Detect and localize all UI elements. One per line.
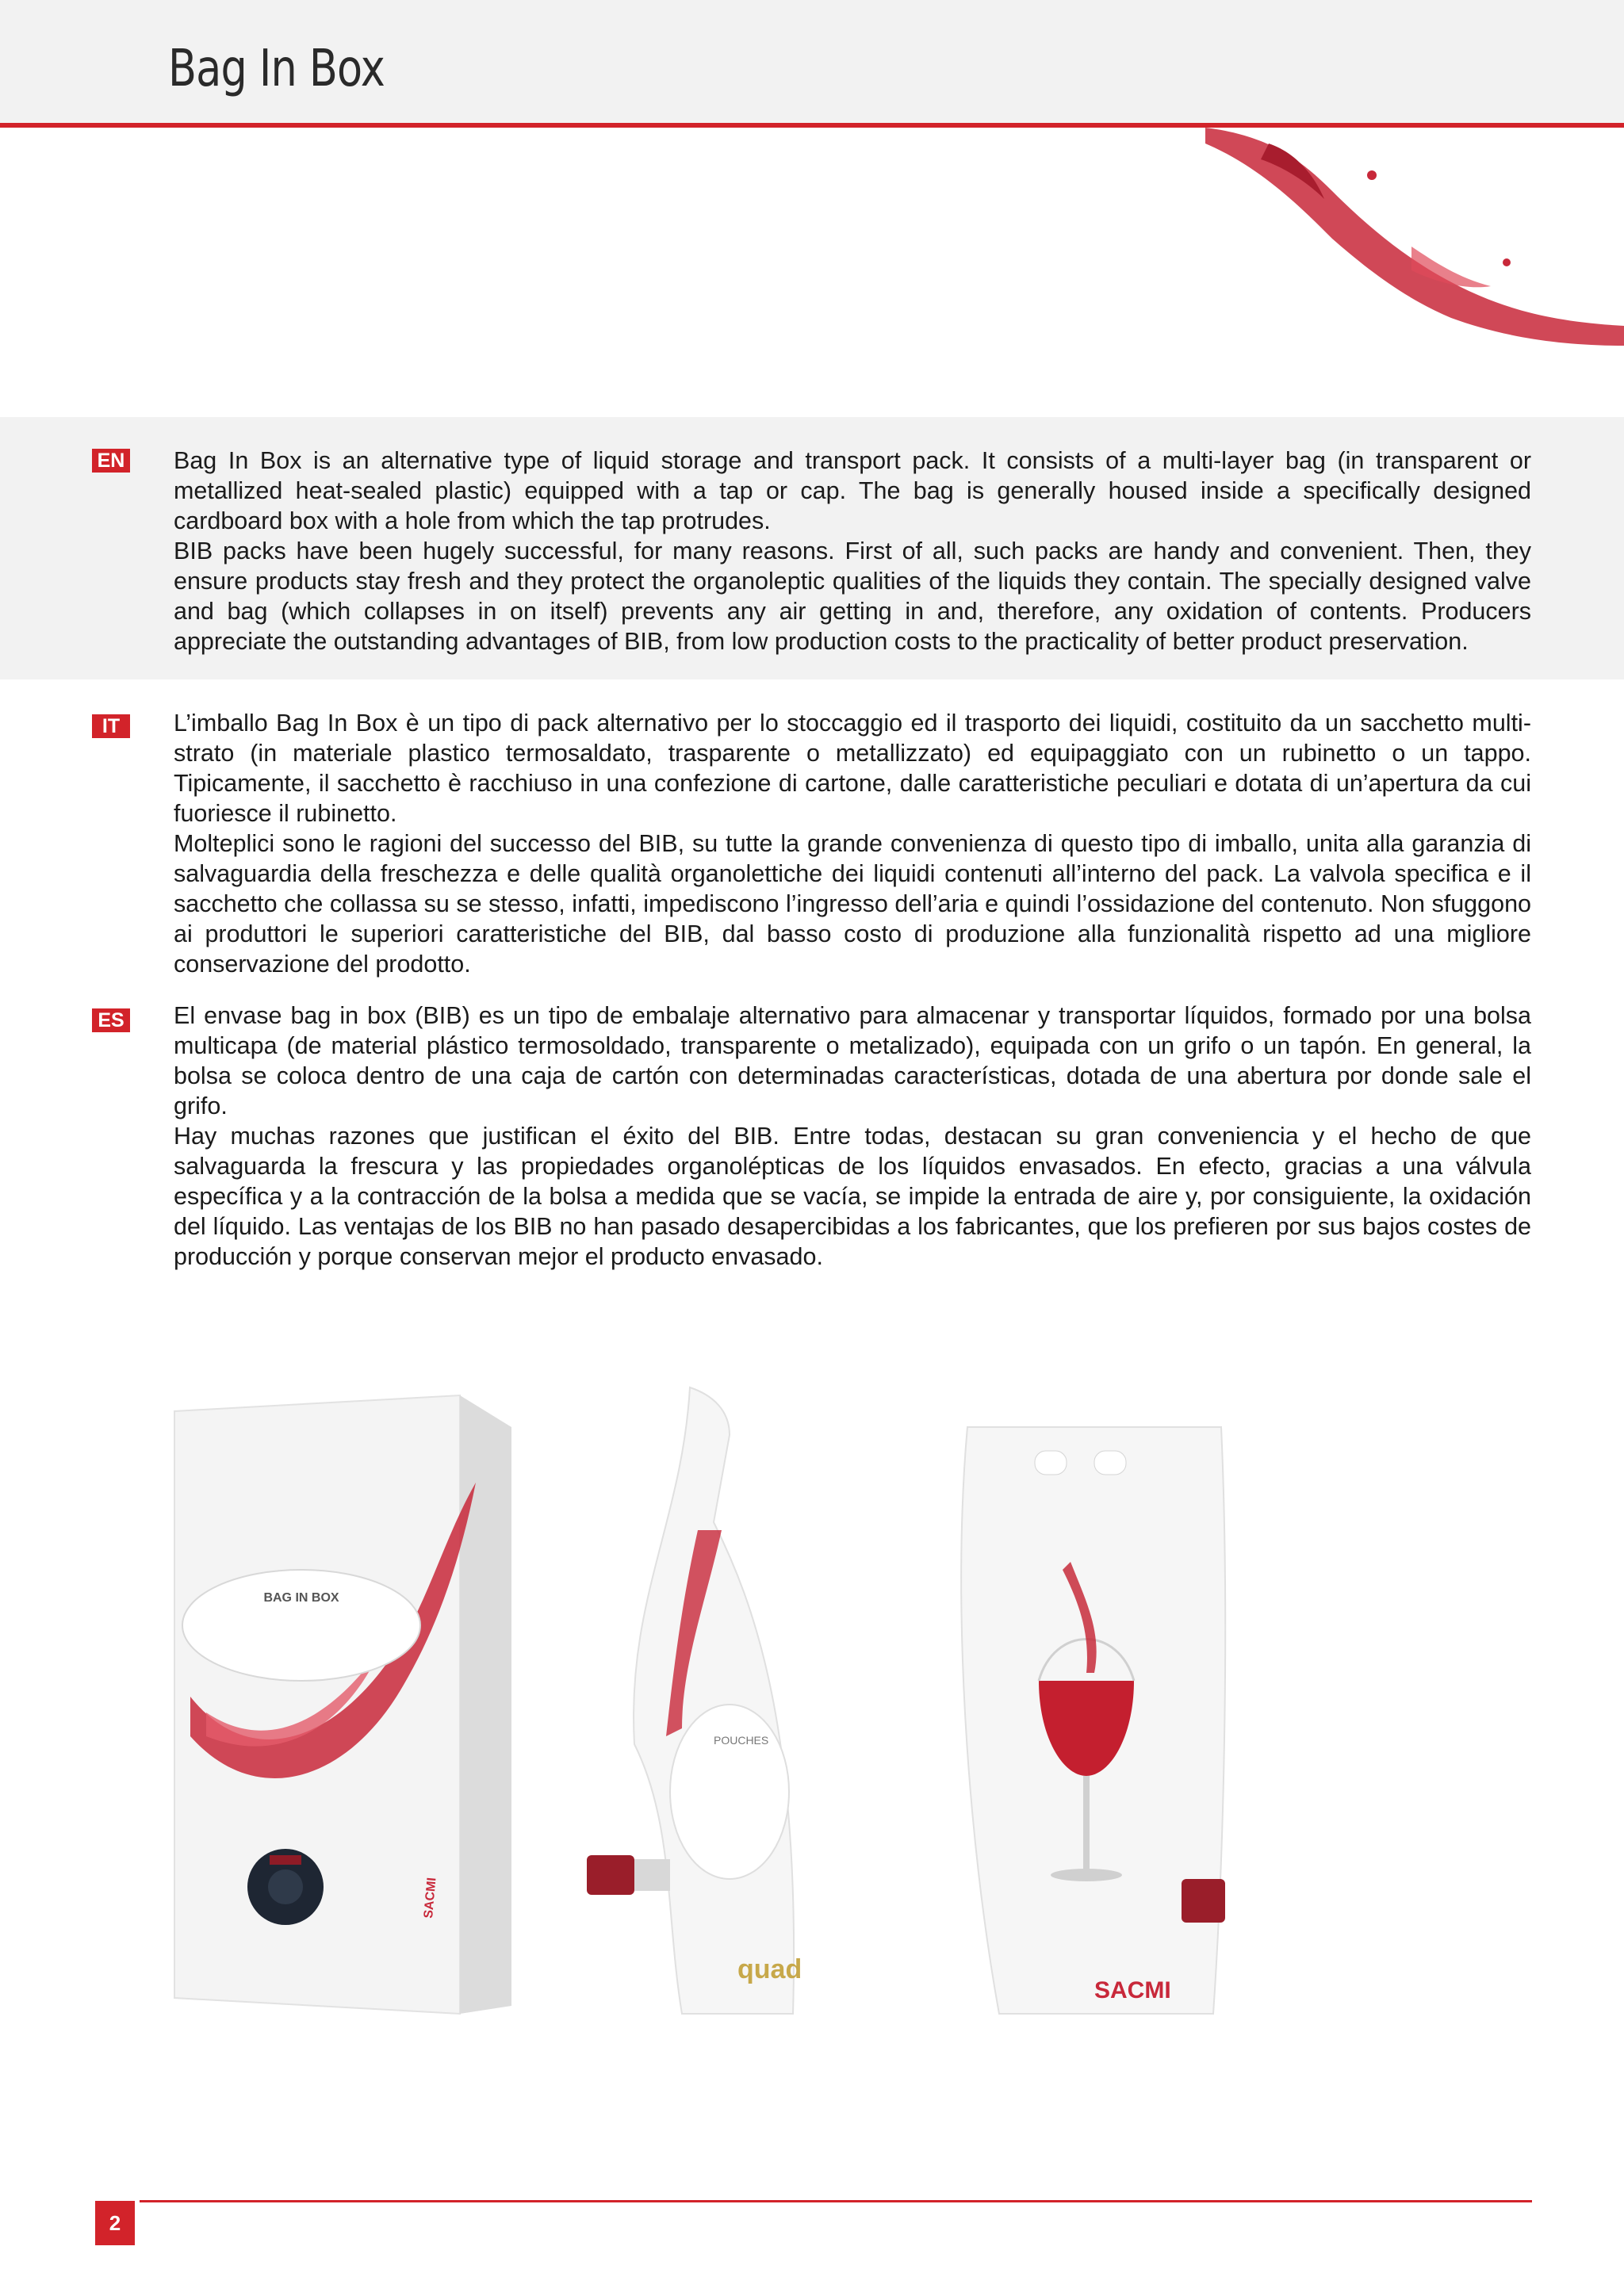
page-number: 2 <box>95 2201 135 2245</box>
box-label: BAG IN BOX <box>263 1591 339 1605</box>
paragraph: BIB packs have been hugely successful, for many reasons. First of all, such packs are handy and convenient. Then, they ensure products stay fresh and they protect the organoleptic qualities of the liquids they contain. The specially designed valve and bag (which collapses in on itself) prevents any air getting in and, therefore, any oxidation of contents. Producers appreciate the outstanding advantages of BIB, from low production costs to the practicality of better product preservation. <box>174 538 1531 655</box>
language-badge-it: IT <box>92 714 130 738</box>
section-es <box>0 1001 1624 1286</box>
page-title: Bag In Box <box>168 40 385 98</box>
box-brand: SACMI <box>422 1877 439 1919</box>
wine-splash-decoration <box>1174 128 1624 413</box>
paragraph: Molteplici sono le ragioni del successo del BIB, su tutte la grande convenienza di questo tipo di imballo, unita alla garanzia di salvaguardia della freschezza e delle qualità organolettiche dei liquidi contenuti all’interno del pack. La valvola specifica e il sacchetto che collassa su se stesso, infatti, impediscono l’ingresso dell’aria e quindi l’ossidazione del contenuto. Non sfuggono ai produttori le superiori caratteristiche del BIB, dal basso costo di produzione alla funzionalità rispetto ad una migliore conservazione del prodotto. <box>174 830 1531 978</box>
pouch-label: POUCHES <box>714 1734 769 1747</box>
pouch-brand: quad <box>737 1954 802 1984</box>
paragraph: Bag In Box is an alternative type of liquid storage and transport pack. It consists of a multi-layer bag (in transparent or metallized heat-sealed plastic) equipped with a tap or cap. The bag is generally housed inside a specifically designed cardboard box with a hole from which the tap protrudes. <box>174 447 1531 534</box>
stand-up-pouch <box>587 1387 802 2014</box>
language-badge-es: ES <box>92 1008 130 1032</box>
paragraph: Hay muchas razones que justifican el éxito del BIB. Entre todas, destacan su gran conveniencia y el hecho de que salvaguarda la frescura y las propiedades organolépticas de los líquidos envasados. En efecto, gracias a una válvula específica y a la contracción de la bolsa a medida que se vacía, se impide la entrada de aire y, por consiguiente, la oxidación del líquido. Las ventajas de los BIB no han pasado desapercibidas a los fabricantes, que los prefieren por sus bajos costes de producción y porque conservan mejor el producto envasado. <box>174 1123 1531 1270</box>
bag-in-box-carton <box>174 1395 511 2014</box>
paragraph: El envase bag in box (BIB) es un tipo de embalaje alternativo para almacenar y transportar líquidos, formado por una bolsa multicapa (de material plástico termosoldado, transparente o metalizado), equipada con un grifo o un tapón. En general, la bolsa se coloca dentro de una caja de cartón con determinadas características, dotada de una abertura por donde sale el grifo. <box>174 1002 1531 1119</box>
paragraph: L’imballo Bag In Box è un tipo di pack alternativo per lo stoccaggio ed il trasporto dei liquidi, costituito da un sacchetto multi-strato (in materiale plastico termosaldato, trasparente o metallizzato) ed equipaggiato con un rubinetto o un tappo. Tipicamente, il sacchetto è racchiuso in una confezione di cartone, dalle caratteristiche peculiari e dotata di un’apertura da cui fuoriesce il rubinetto. <box>174 710 1531 827</box>
product-photos <box>159 1364 1269 2030</box>
wine-pouch <box>961 1427 1225 2014</box>
pouch-brand-sacmi: SACMI <box>1094 1977 1171 2003</box>
footer-rule <box>140 2200 1532 2202</box>
section-en <box>0 417 1624 679</box>
language-badge-en: EN <box>92 449 130 473</box>
section-it <box>0 679 1624 997</box>
